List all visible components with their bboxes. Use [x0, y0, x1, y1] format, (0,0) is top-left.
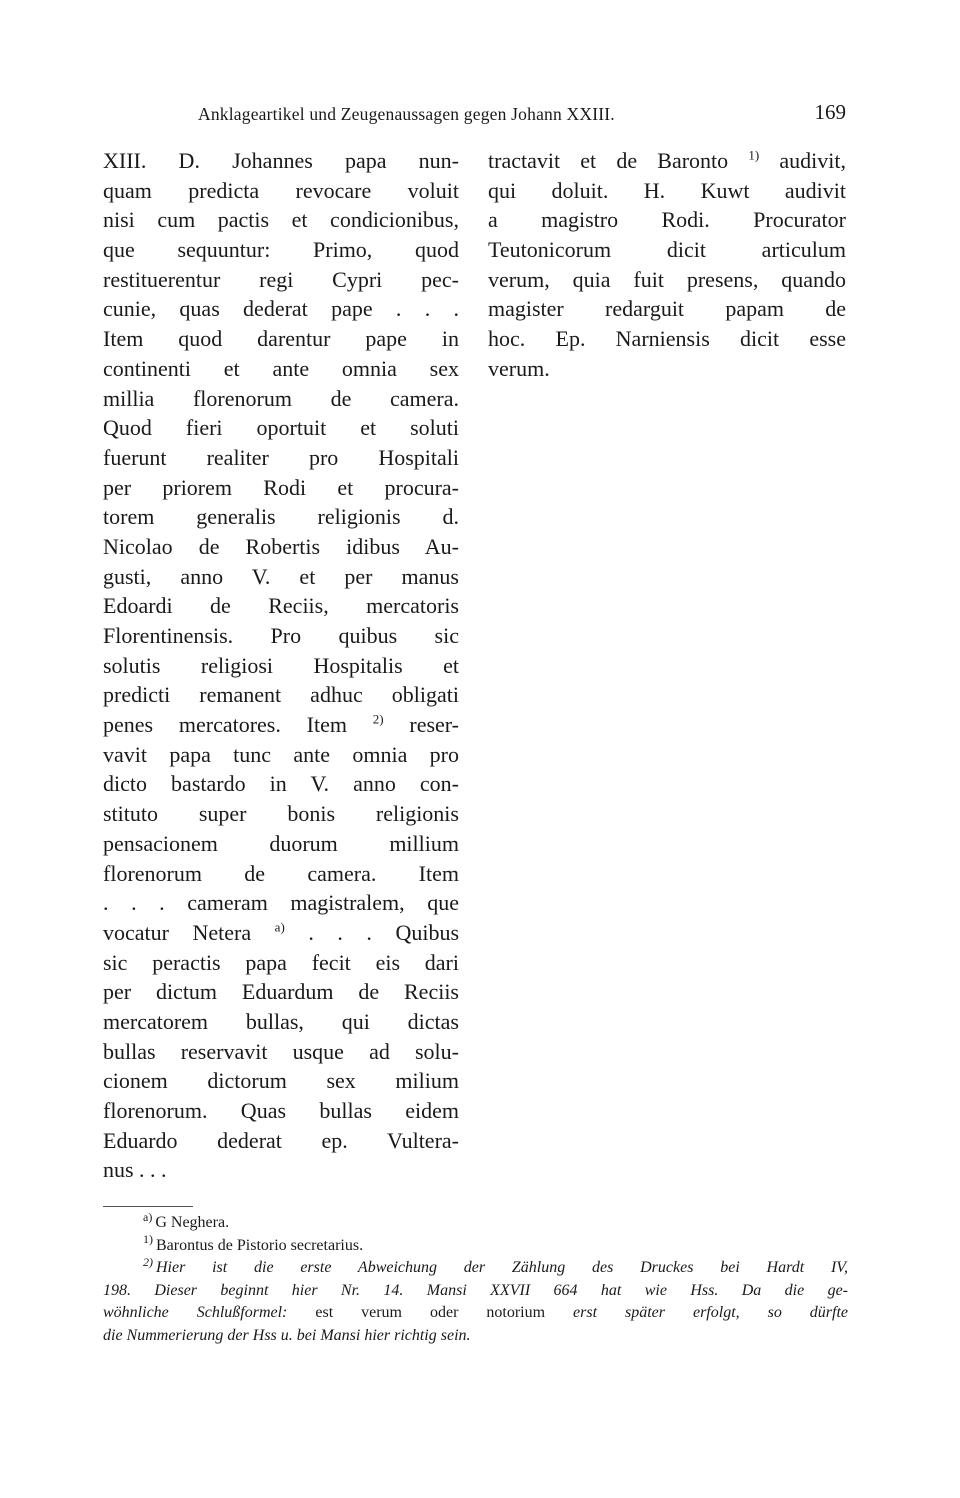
text-line: restituerentur regi Cypri pec- — [103, 266, 459, 292]
footnote-ref: 1) — [748, 147, 760, 163]
footnote-text: Hier ist die erste Abweichung der Zählung des Druckes bei Hardt IV, — [156, 1259, 848, 1276]
right-text-column — [488, 146, 846, 384]
footnote-a — [103, 1209, 848, 1235]
page-number: 169 — [814, 100, 846, 124]
footnote-1 — [103, 1232, 848, 1258]
text-line: XIII. D. Johannes papa nun- — [103, 148, 459, 173]
text-line: fuerunt realiter pro Hospitali — [103, 444, 459, 470]
text-line: predicti remanent adhuc obligati — [103, 682, 459, 708]
footnote-mark: 2) — [143, 1254, 153, 1269]
text-line: tractavit et de Baronto $^{1)}$ audivit, — [488, 147, 846, 173]
footnote-2-line-4: die Nummerierung der Hss u. bei Mansi hier richtig sein. — [103, 1326, 471, 1344]
text-line: cunie, quas dederat pape . . . — [103, 296, 459, 322]
footnote-2-line-1 — [103, 1254, 848, 1280]
text-line: gusti, anno V. et per manus — [103, 563, 459, 589]
footnote-separator — [103, 1206, 193, 1207]
text-line: Eduardo dederat ep. Vultera- — [103, 1127, 459, 1153]
footnote-text: erst später erfolgt, so dürfte — [573, 1304, 849, 1321]
text-line: que sequuntur: Primo, quod — [103, 237, 459, 263]
text-line: Teutonicorum dicit articulum — [488, 237, 846, 263]
running-title: Anklageartikel und Zeugenaussagen gegen Johann XXIII. — [198, 104, 615, 124]
text-line: Nicolao de Robertis idibus Au- — [103, 533, 459, 559]
footnote-ref: 2) — [372, 711, 384, 727]
text-line: florenorum de camera. Item — [103, 860, 459, 886]
footnote-2-line-3 — [103, 1302, 848, 1325]
text-line: qui doluit. H. Kuwt audivit — [488, 177, 846, 203]
footnote-2-line-2: 198. Dieser beginnt hier Nr. 14. Mansi XXVII 664 hat wie Hss. Da die ge- — [103, 1281, 848, 1299]
text-line: Quod fieri oportuit et soluti — [103, 415, 459, 441]
text-line: bullas reservavit usque ad solu- — [103, 1038, 459, 1064]
text-line: verum. — [488, 355, 550, 381]
text-line: magister redarguit papam de — [488, 296, 846, 322]
left-text-column — [103, 146, 459, 1185]
footnote-text: G Neghera. — [155, 1214, 230, 1231]
text-line: Florentinensis. Pro quibus sic — [103, 623, 459, 648]
text-line: penes mercatores. Item $^{2)}$ reser- — [103, 711, 459, 738]
text-line: nus . . . — [103, 1157, 167, 1183]
text-line: continenti et ante omnia sex — [103, 355, 459, 381]
footnotes — [103, 1209, 849, 1347]
text-line: pensacionem duorum millium — [103, 830, 459, 856]
text-line: torem generalis religionis d. — [103, 504, 459, 530]
footnote-text: est verum oder notorium — [315, 1304, 546, 1321]
footnote-mark: 1) — [143, 1232, 153, 1247]
footnote-text: wöhnliche Schlußformel: — [103, 1304, 288, 1321]
text-line: Item quod darentur pape in — [103, 326, 459, 352]
text-line: mercatorem bullas, qui dictas — [103, 1008, 459, 1034]
text-line: millia florenorum de camera. — [103, 385, 459, 411]
text-line: a magistro Rodi. Procurator — [488, 207, 846, 233]
text-line: sic peractis papa fecit eis dari — [103, 949, 459, 975]
text-line: quam predicta revocare voluit — [103, 177, 459, 203]
text-line: verum, quia fuit presens, quando — [488, 266, 846, 292]
text-line: hoc. Ep. Narniensis dicit esse — [488, 326, 846, 352]
text-line: solutis religiosi Hospitalis et — [103, 652, 459, 678]
text-line: per dictum Eduardum de Reciis — [103, 979, 459, 1005]
text-line: stituto super bonis religionis — [103, 801, 459, 827]
page-header — [198, 100, 846, 132]
text-line: dicto bastardo in V. anno con- — [103, 771, 459, 797]
text-line: florenorum. Quas bullas eidem — [103, 1098, 459, 1123]
text-line: vocatur Netera $^{a)}$ . . . Quibus — [103, 919, 459, 945]
text-line: per priorem Rodi et procura- — [103, 474, 459, 500]
text-line: nisi cum pactis et condicionibus, — [103, 207, 459, 233]
footnote-ref: a) — [274, 919, 285, 935]
text-line: vavit papa tunc ante omnia pro — [103, 741, 459, 767]
footnote-mark: a) — [143, 1209, 153, 1224]
footnote-text: Barontus de Pistorio secretarius. — [156, 1236, 364, 1254]
text-line: . . . cameram magistralem, que — [103, 890, 459, 916]
text-line: Edoardi de Reciis, mercatoris — [103, 593, 459, 619]
text-line: cionem dictorum sex milium — [103, 1068, 459, 1094]
